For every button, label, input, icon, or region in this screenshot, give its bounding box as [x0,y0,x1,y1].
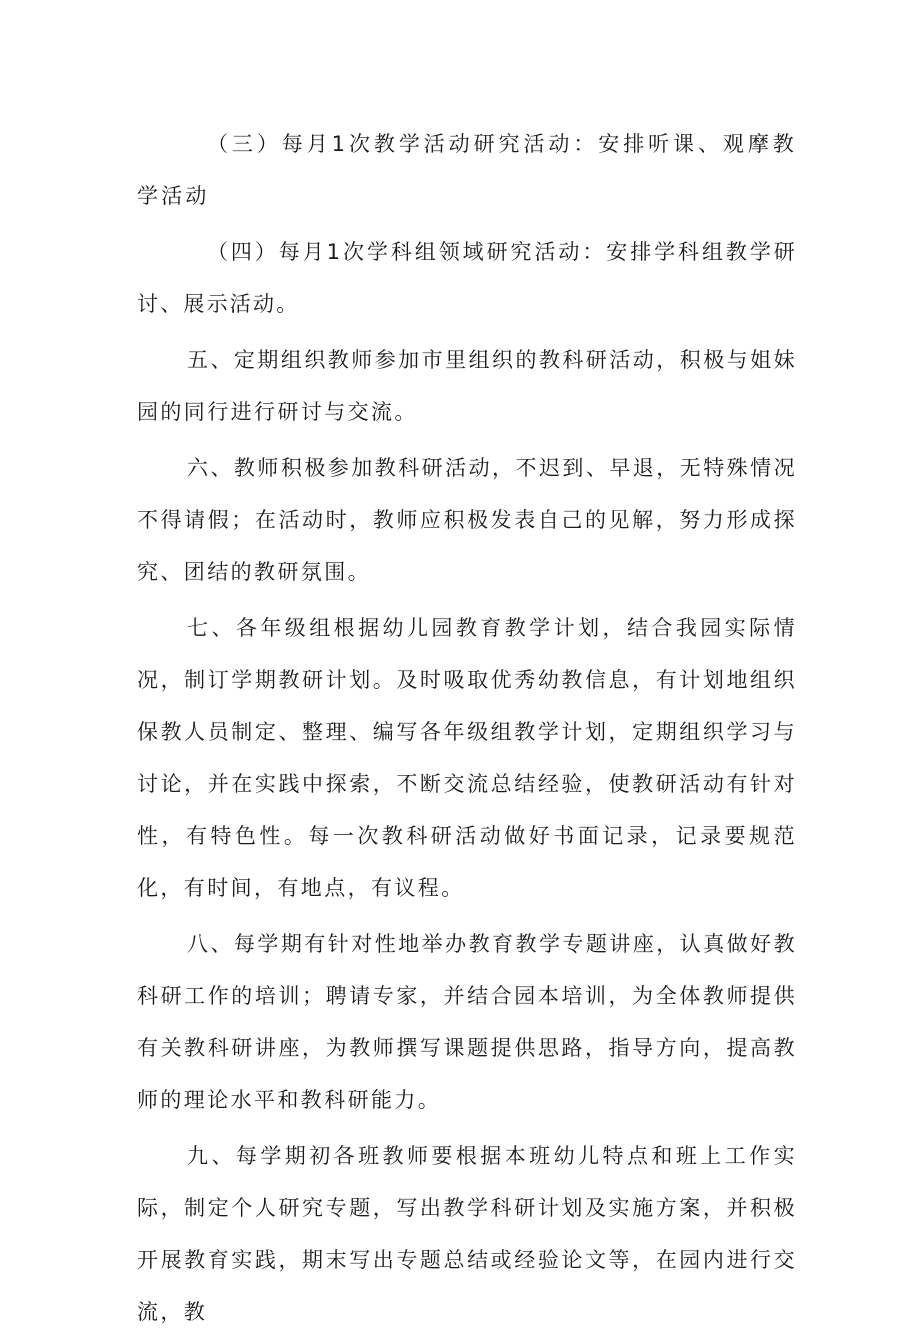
paragraph-7-grade-plans: 七、各年级组根据幼儿园教育教学计划，结合我园实际情况，制订学期教研计划。及时吸取优秀幼教信息，有计划地组织保教人员制定、整理、编写各年级组教学计划，定期组织学习与讨论，并在实践中探索，不断交流总结经验，使教研活动有针对性，有特色性。每一次教科研活动做好书面记录，记录要规范化，有时间，有地点，有议程。 [137,616,797,900]
paragraph-9-class-research: 九、每学期初各班教师要根据本班幼儿特点和班上工作实际，制定个人研究专题，写出教学科研计划及实施方案，并积极开展教育实践，期末写出专题总结或经验论文等，在园内进行交流，教 [137,1144,797,1324]
paragraph-6-participation: 六、教师积极参加教科研活动，不迟到、早退，无特殊情况不得请假；在活动时，教师应积极发表自己的见解，努力形成探究、团结的教研氛围。 [137,456,797,584]
paragraph-8-lectures: 八、每学期有针对性地举办教育教学专题讲座，认真做好教科研工作的培训；聘请专家，并结合园本培训，为全体教师提供有关教科研讲座，为教师撰写课题提供思路，指导方向，提高教师的理论水平和教科研能力。 [137,932,797,1112]
paragraph-5-city-activities: 五、定期组织教师参加市里组织的教科研活动，积极与姐妹园的同行进行研讨与交流。 [137,348,797,424]
paragraph-3-teaching-research: （三）每月1次教学活动研究活动：安排听课、观摩教学活动 [137,132,797,208]
paragraph-4-subject-research: （四）每月1次学科组领域研究活动：安排学科组教学研讨、展示活动。 [137,240,797,316]
document-body [137,118,797,1342]
